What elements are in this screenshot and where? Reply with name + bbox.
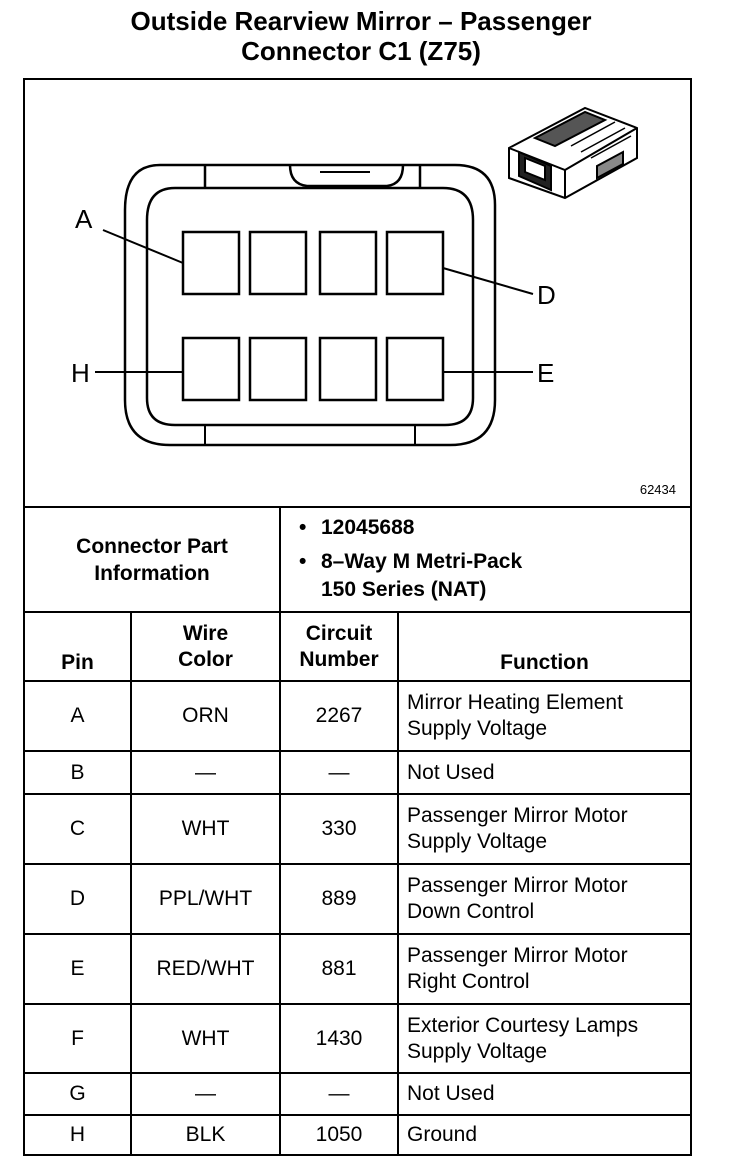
- connector-housing-outline: [125, 165, 495, 445]
- function-line-1: Not Used: [407, 1082, 495, 1105]
- circuit-number-cell: 1050: [315, 1123, 363, 1146]
- header-function: Function: [500, 651, 589, 674]
- function-line-1: Passenger Mirror Motor: [407, 804, 628, 827]
- function-line-2: Right Control: [407, 970, 530, 993]
- wire-color-cell: WHT: [181, 817, 230, 840]
- function-cell: [407, 682, 687, 750]
- pin-cell: C: [69, 817, 86, 840]
- circuit-number-cell: 889: [321, 887, 357, 910]
- connector-isometric-sketch: [509, 108, 637, 198]
- function-cell: [407, 1005, 687, 1072]
- circuit-number-cell: 330: [321, 817, 357, 840]
- cavity-b: [250, 232, 306, 294]
- leader-line-d: [443, 268, 533, 294]
- connector-face-diagram: [25, 80, 690, 506]
- function-line-1: Exterior Courtesy Lamps: [407, 1013, 639, 1037]
- circuit-number-cell: 881: [321, 957, 357, 980]
- pin-cell: B: [70, 760, 85, 784]
- function-line-1: Passenger Mirror Motor: [407, 874, 628, 897]
- pin-label-e: E: [537, 358, 555, 388]
- pin-label-a: A: [75, 204, 93, 234]
- function-line-1: Not Used: [407, 760, 495, 784]
- pin-cell: F: [71, 1026, 84, 1050]
- function-line-2: Down Control: [407, 900, 535, 923]
- rule-col-circuit: [397, 611, 399, 1154]
- info-item-part-number: • 12045688: [299, 516, 415, 539]
- function-line-2: Supply Voltage: [407, 830, 548, 853]
- pin-label-h: H: [71, 358, 90, 388]
- cavity-c: [320, 232, 376, 294]
- function-cell: [407, 752, 687, 793]
- title-line-2: Connector C1 (Z75): [241, 36, 481, 66]
- circuit-number-cell: 2267: [315, 704, 363, 727]
- header-circuit-number: Circuit Number: [299, 621, 379, 671]
- function-cell: [407, 1074, 687, 1114]
- pin-cell: A: [70, 704, 85, 727]
- function-cell: [407, 935, 687, 1003]
- cavity-f: [320, 338, 376, 400]
- connector-part-info-label: Connector Part Information: [76, 534, 228, 585]
- wire-color-cell: BLK: [185, 1123, 226, 1146]
- circuit-number-cell: —: [328, 1082, 350, 1105]
- cavity-d: [387, 232, 443, 294]
- page-title: [0, 6, 722, 66]
- wire-color-cell: WHT: [181, 1026, 230, 1050]
- pin-cell: G: [69, 1082, 86, 1105]
- cavity-a: [183, 232, 239, 294]
- function-cell: [407, 1116, 687, 1154]
- pin-cell: H: [69, 1123, 86, 1146]
- function-line-2: Supply Voltage: [407, 717, 548, 740]
- cavity-h: [183, 338, 239, 400]
- function-line-1: Mirror Heating Element: [407, 691, 623, 714]
- header-pin: Pin: [61, 651, 94, 674]
- leader-line-a: [103, 230, 183, 263]
- pin-label-d: D: [537, 280, 556, 310]
- info-item-description: • 8–Way M Metri-Pack 150 Series (NAT): [299, 550, 523, 601]
- connector-sheet: [23, 78, 692, 1156]
- function-cell: [407, 865, 687, 933]
- rule-info-divider: [279, 508, 281, 612]
- wire-color-cell: —: [195, 760, 216, 784]
- connector-latch: [205, 165, 420, 188]
- figure-number: 62434: [639, 482, 676, 497]
- cavity-e: [387, 338, 443, 400]
- cavity-g: [250, 338, 306, 400]
- title-line-1: Outside Rearview Mirror – Passenger: [130, 6, 592, 36]
- function-line-1: Ground: [407, 1123, 478, 1146]
- wire-color-cell: —: [195, 1082, 216, 1105]
- connector-part-info-list: [299, 514, 523, 610]
- circuit-number-cell: 1430: [315, 1026, 363, 1050]
- wire-color-cell: PPL/WHT: [158, 887, 253, 910]
- header-wire-color: Wire Color: [178, 621, 233, 671]
- wire-color-cell: RED/WHT: [156, 957, 255, 980]
- function-line-2: Supply Voltage: [407, 1039, 548, 1063]
- pin-cell: E: [70, 957, 85, 980]
- wire-color-cell: ORN: [182, 704, 229, 727]
- pin-cell: D: [69, 887, 86, 910]
- function-cell: [407, 795, 687, 863]
- circuit-number-cell: —: [328, 760, 350, 784]
- function-line-1: Passenger Mirror Motor: [407, 944, 628, 967]
